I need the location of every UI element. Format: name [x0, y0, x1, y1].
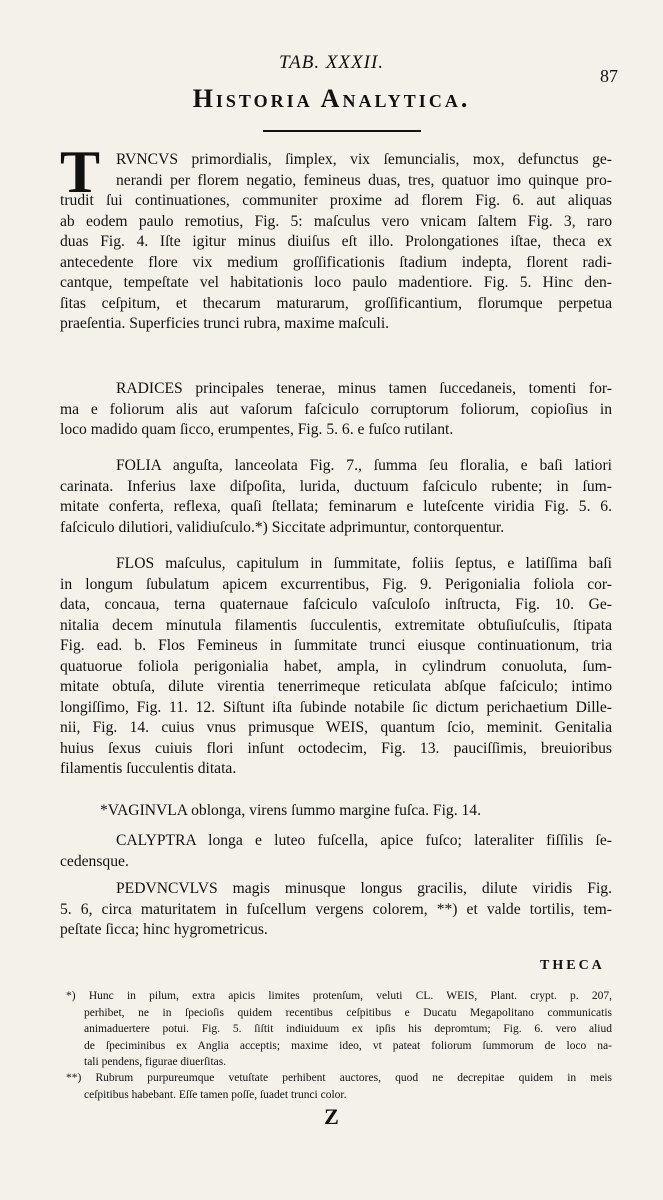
text-line: data, concaua, terna quaternaue faſciculo vaſculoſo inſtructa, Fig. 10. Ge- [60, 596, 612, 613]
text-line: cedensque. [60, 852, 129, 870]
text-line: ma e foliorum alis aut vaſorum faſciculo corruptorum foliorum, copioſius in [60, 400, 612, 418]
section-title: Historia Analytica. [192, 84, 471, 113]
footnote-line: tali pendens, figurae diuerſitas. [84, 1056, 227, 1068]
text-line: FLOS maſculus, capitulum in ſummitate, foliis ſeptus, e latiſſima baſi [116, 555, 612, 572]
page-number: 87 [600, 66, 618, 86]
text-line: FOLIA anguſta, lanceolata Fig. 7., ſumma ſeu floralia, e baſi latiori [116, 457, 612, 474]
paragraph-radices [60, 379, 612, 441]
text-line: cantque, tempeſtate vel habitationis loco paulo madentiore. Fig. 5. Hinc den- [60, 274, 612, 291]
paragraph-folia [60, 456, 612, 538]
text-line: quatuorue foliola perigonialia habet, ampla, in cylindrum conuoluta, ſum- [60, 657, 612, 675]
footnote-2 [66, 1070, 612, 1103]
text-line: loco madido quam ſicco, erumpentes, Fig. 5. 6. e fuſco rutilant. [60, 421, 454, 438]
text-line: duas Fig. 4. Iſte igitur minus diuiſus eſt illo. Prolongationes iſtae, theca ex [60, 233, 612, 250]
plate-reference: TAB. XXXII. [278, 52, 385, 73]
paragraph-calyptra [60, 831, 612, 872]
title-rule [263, 130, 421, 132]
footnote-line: *) Hunc in pilum, extra apicis limites protenſum, veluti CL. WEIS, Plant. crypt. p. 207, [66, 990, 612, 1002]
text-line: nii, Fig. 14. cuius vnus primusque WEIS, quantum ſcio, meminit. Genitalia [60, 719, 612, 736]
signature-mark: Z [324, 1104, 339, 1129]
footnote-line: **) Rubrum purpureumque vetuſtate perhibent auctores, quod ne decrepitae quidem in meis [66, 1072, 612, 1084]
text-line: nerandi per florem negatio, femineus duas, tres, quatuor imo quinque pro- [116, 171, 612, 189]
footnote-line: de ſpeciminibus ex Anglia acceptis; maxime ideo, vt pateat foliorum ſummorum de loco na- [84, 1039, 612, 1052]
drop-capital: T [60, 139, 101, 205]
text-line: PEDVNCVLVS magis minusque longus gracilis, dilute viridis Fig. [116, 880, 612, 897]
text-line: *VAGINVLA oblonga, virens ſummo margine fuſca. Fig. 14. [100, 802, 481, 819]
text-line: RADICES principales tenerae, minus tamen ſuccedaneis, tomenti for- [116, 380, 612, 397]
paragraph-truncus [60, 150, 612, 335]
text-line: in longum ſubulatum apicem excurrentibus, Fig. 9. Perigonialia foliola cor- [60, 575, 612, 593]
footnote-line: ceſpitibus habebant. Eſſe tamen poſſe, ſuadet trunci color. [84, 1088, 347, 1101]
text-line: peſtate ſicca; hinc hygrometricus. [60, 921, 268, 938]
text-line: filamentis ſucculentis ditata. [60, 760, 237, 777]
text-line: nitalia decem minutula filamentis ſucculentis, extremitate obtuſiuſculis, ſtipata [60, 616, 612, 634]
text-line: mitate conferta, reflexa, quaſi ſtellata; feminarum e luteſcente viridia Fig. 5. 6. [60, 498, 612, 515]
text-line: huius ſexus cuiuis flori inſunt octodecim, Fig. 13. pauciſſimis, breuioribus [60, 739, 612, 757]
text-line: praeſentia. Superficies trunci rubra, maxime maſculi. [60, 315, 390, 332]
text-line: antecedente flore vix medium groſſificationis ſtadium indepta, florent radi- [60, 253, 612, 271]
text-line: carinata. Inferius laxe diſpoſita, lurida, ductuum faſciculo rubente; in ſum- [60, 477, 612, 495]
catchword: THECA [540, 958, 605, 973]
text-line: trudit ſui continuationes, communiter proxime ad florem Fig. 6. aut aliquas [60, 192, 612, 209]
paragraph-flos [60, 554, 612, 780]
text-line: longiſſimo, Fig. 11. 12. Siſtunt iſta ſubinde notabile ſic dictum perichaetium Dille- [60, 698, 612, 716]
text-line: faſciculo dilutiori, validiuſculo.*) Siccitate adprimuntur, contorquentur. [60, 518, 505, 536]
text-line: Fig. ead. b. Flos Femineus in ſummitate trunci eiusque continuationum, tria [60, 637, 612, 654]
text-line: mitate obtuſa, dilute virentia tenerrimeque reticulata abſque faſciculo; intimo [60, 678, 612, 695]
paragraph-vaginula [60, 801, 612, 822]
text-line: RVNCVS primordialis, ſimplex, vix ſemuncialis, mox, defunctus ge- [116, 151, 612, 168]
footnote-1 [66, 988, 612, 1071]
paragraph-pedunculus [60, 879, 612, 941]
footnote-line: animaduertere potui. Fig. 5. ſiſtit indiuiduum ex ipſis his depromtum; Fig. 6. vero aliud [84, 1023, 612, 1035]
text-line: CALYPTRA longa e luteo fuſcella, apice fuſco; lateraliter fiſſilis ſe- [116, 832, 612, 849]
text-line: ab eodem paulo remotius, Fig. 5: maſculus vero vnicam ſaltem Fig. 3, raro [60, 212, 612, 230]
text-line: ſitas ceſpitum, et thecarum maturarum, groſſificantium, florumque perpetua [60, 294, 612, 312]
text-line: 5. 6, circa maturitatem in fuſcellum vergens colorem, **) et valde tortilis, tem- [60, 900, 612, 918]
footnote-line: perhibet, ne in ſpecioſis quidem recentibus ceſpitibus e Ducatu Megapolitano communicatis [84, 1006, 612, 1019]
